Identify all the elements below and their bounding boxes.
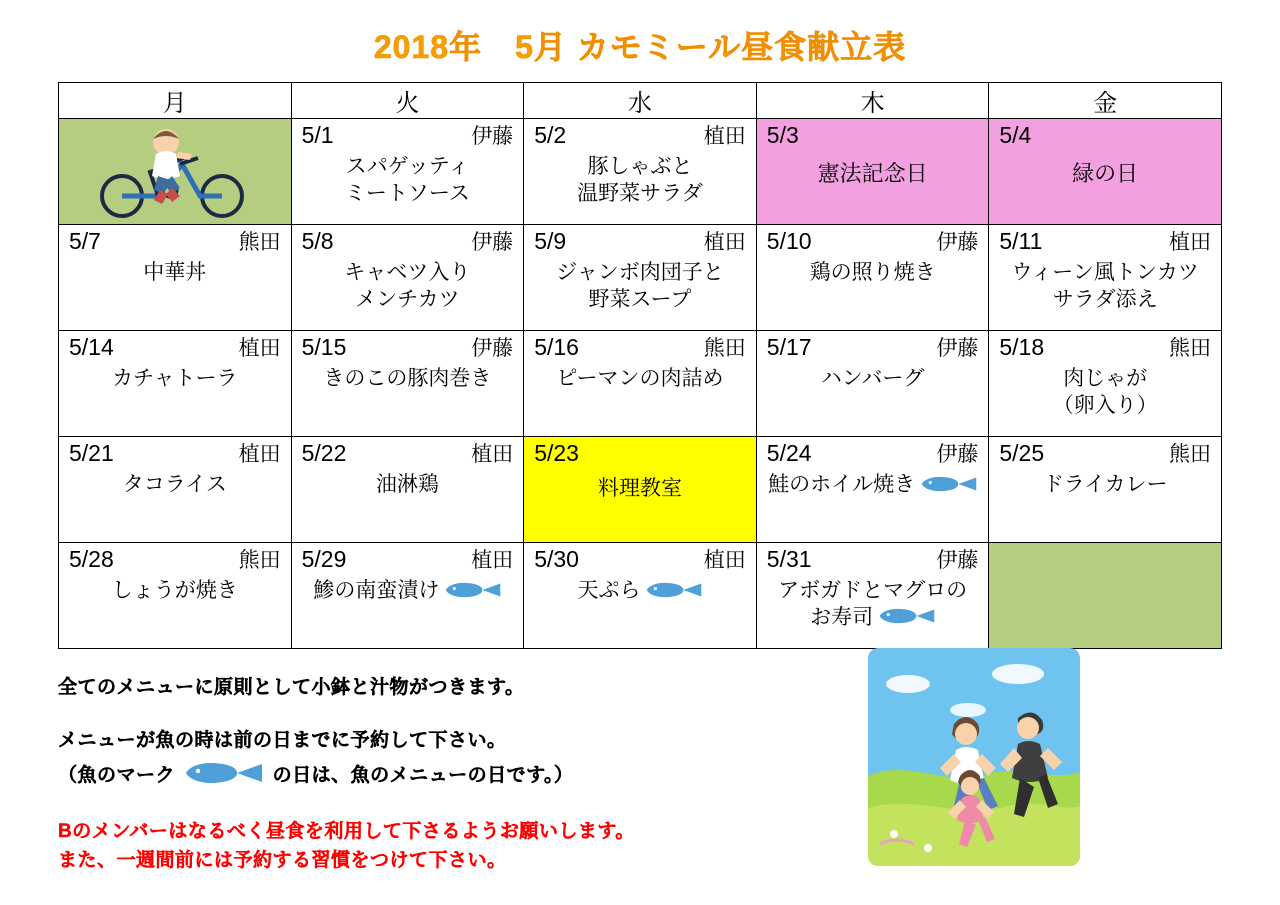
- day-date: 5/21: [69, 440, 114, 466]
- day-header: [292, 119, 524, 150]
- calendar-cell-day: [524, 119, 757, 225]
- day-date: 5/8: [301, 228, 334, 254]
- day-staff: 植田: [1169, 231, 1211, 254]
- day-date: 5/1: [301, 122, 334, 148]
- day-date: 5/11: [999, 228, 1043, 254]
- note-fish-mark-prefix: （魚のマーク: [58, 765, 176, 786]
- day-staff: 植田: [471, 443, 514, 466]
- day-header: [292, 543, 524, 574]
- menu-line: 中華丼: [143, 261, 207, 285]
- calendar-cell-day: [291, 331, 524, 437]
- day-header: [524, 225, 756, 256]
- day-date: 5/30: [534, 546, 579, 572]
- day-date: 5/23: [534, 440, 579, 466]
- calendar-cell-illustration: [59, 119, 292, 225]
- menu-line: カチャトーラ: [112, 367, 238, 391]
- day-staff: 伊藤: [471, 125, 514, 148]
- day-date: 5/25: [999, 440, 1045, 466]
- day-menu: [59, 574, 291, 604]
- day-header: [989, 437, 1221, 468]
- calendar-cell-day: [59, 225, 292, 331]
- day-staff: 熊田: [1169, 443, 1211, 466]
- calendar-cell-day: [524, 225, 757, 331]
- fish-icon: [921, 473, 977, 499]
- day-staff: 植田: [471, 549, 514, 572]
- calendar-cell-day: [756, 437, 989, 543]
- menu-line: メンチカツ: [355, 287, 460, 311]
- day-menu: [524, 150, 756, 207]
- calendar-cell-day: [59, 543, 292, 649]
- day-staff: 伊藤: [936, 549, 979, 572]
- day-menu: [292, 574, 524, 605]
- menu-line: タコライス: [122, 473, 227, 497]
- calendar-cell-empty: [989, 543, 1222, 649]
- day-staff: 伊藤: [936, 231, 979, 254]
- day-date: 5/3: [766, 122, 799, 148]
- day-header: [757, 119, 989, 150]
- calendar-cell-day: [291, 437, 524, 543]
- calendar-cell-day: [524, 331, 757, 437]
- menu-line: 鶏の照り焼き: [809, 261, 936, 285]
- menu-line: ドライカレー: [1042, 473, 1168, 497]
- day-header: [757, 331, 989, 362]
- day-menu: [524, 468, 756, 502]
- calendar-week-row: [59, 119, 1222, 225]
- day-menu: [524, 362, 756, 392]
- day-menu: [292, 256, 524, 313]
- day-header: [59, 437, 291, 468]
- day-header: [524, 331, 756, 362]
- menu-line: サラダ添え: [1052, 287, 1158, 311]
- calendar-cell-day: [989, 225, 1222, 331]
- note-fish-mark-explain: [58, 760, 838, 790]
- notes-section: [58, 672, 838, 874]
- weekday-header-wed: 水: [524, 83, 757, 119]
- day-menu: [524, 574, 756, 605]
- calendar-cell-day: [756, 119, 989, 225]
- day-staff: 熊田: [1169, 337, 1211, 360]
- note-fish-mark-suffix: の日は、魚のメニューの日です。）: [272, 765, 574, 786]
- day-header: [989, 331, 1221, 362]
- menu-line: スパゲッティ: [345, 155, 470, 179]
- day-menu: [59, 468, 291, 498]
- note-fish-reservation: メニューが魚の時は前の日までに予約して下さい。: [58, 730, 507, 751]
- weekday-header-tue: 火: [291, 83, 524, 119]
- menu-line: 鯵の南蛮漬け: [296, 578, 520, 605]
- weekday-header-mon: 月: [59, 83, 292, 119]
- day-date: 5/4: [999, 122, 1032, 148]
- day-menu: [524, 256, 756, 313]
- day-menu: [59, 362, 291, 392]
- weekday-header-fri: 金: [989, 83, 1222, 119]
- day-header: [989, 225, 1221, 256]
- calendar-cell-day: [989, 437, 1222, 543]
- menu-line: 野菜スープ: [588, 287, 692, 311]
- menu-line: （卵入り）: [1052, 393, 1158, 417]
- fish-icon: [445, 579, 501, 605]
- day-header: [524, 119, 756, 150]
- day-date: 5/10: [766, 228, 812, 254]
- day-date: 5/15: [301, 334, 347, 360]
- day-menu: [757, 468, 989, 499]
- weekday-header-row: [59, 83, 1222, 119]
- menu-line: ミートソース: [344, 181, 470, 205]
- day-menu: [59, 256, 291, 286]
- day-staff: 植田: [238, 337, 281, 360]
- calendar-cell-day: [59, 331, 292, 437]
- day-staff: 熊田: [238, 549, 281, 572]
- page-title: 2018年 5月 カモミール昼食献立表: [373, 29, 907, 65]
- fish-icon: [185, 762, 263, 790]
- note-weekly-reservation: また、一週間前には予約する習慣をつけて下さい。: [58, 849, 507, 871]
- calendar-cell-day: [291, 543, 524, 649]
- day-staff: 植田: [703, 231, 746, 254]
- calendar-cell-day: [989, 331, 1222, 437]
- calendar-cell-day: [756, 331, 989, 437]
- day-menu: [989, 150, 1221, 188]
- day-date: 5/29: [301, 546, 347, 572]
- fish-icon: [879, 605, 935, 631]
- menu-line: お寿司: [761, 605, 985, 632]
- lunch-menu-calendar: [58, 82, 1222, 649]
- menu-line: 温野菜サラダ: [577, 181, 703, 205]
- calendar-cell-day: [756, 543, 989, 649]
- weekday-header-thu: 木: [756, 83, 989, 119]
- menu-line: ウィーン風トンカツ: [1011, 261, 1199, 285]
- menu-line: 料理教室: [597, 476, 682, 500]
- menu-line: 天ぷら: [528, 578, 752, 605]
- menu-line: ハンバーグ: [820, 367, 925, 391]
- family-running-illustration: [868, 648, 1080, 866]
- day-date: 5/9: [534, 228, 567, 254]
- menu-line: ピーマンの肉詰め: [556, 367, 724, 391]
- day-date: 5/22: [301, 440, 347, 466]
- day-menu: [757, 256, 989, 286]
- day-menu: [292, 468, 524, 498]
- menu-line: キャベツ入り: [344, 261, 471, 285]
- day-header: [292, 225, 524, 256]
- day-date: 5/17: [766, 334, 812, 360]
- day-menu: [292, 150, 524, 207]
- day-staff: 植田: [703, 125, 746, 148]
- boy-on-bicycle-illustration: [59, 119, 291, 224]
- day-date: 5/2: [534, 122, 567, 148]
- day-header: [59, 225, 291, 256]
- day-header: [524, 437, 756, 468]
- day-menu: [757, 150, 989, 188]
- day-menu: [989, 362, 1221, 419]
- day-header: [59, 543, 291, 574]
- day-date: 5/14: [69, 334, 114, 360]
- day-staff: 伊藤: [936, 443, 979, 466]
- menu-line: 緑の日: [1072, 160, 1139, 186]
- day-staff: 植田: [703, 549, 746, 572]
- day-staff: 伊藤: [936, 337, 979, 360]
- calendar-cell-day: [989, 119, 1222, 225]
- menu-line: 鮭のホイル焼き: [761, 472, 985, 499]
- day-date: 5/18: [999, 334, 1045, 360]
- calendar-week-row: [59, 331, 1222, 437]
- day-menu: [757, 574, 989, 631]
- fish-icon: [646, 579, 702, 605]
- menu-line: 肉じゃが: [1063, 367, 1148, 391]
- calendar-week-row: [59, 437, 1222, 543]
- menu-line: アボガドとマグロの: [778, 579, 968, 603]
- day-staff: 植田: [238, 443, 281, 466]
- calendar-cell-day: [524, 543, 757, 649]
- menu-line: ジャンボ肉団子と: [556, 261, 724, 285]
- calendar-week-row: [59, 543, 1222, 649]
- menu-line: きのこの豚肉巻き: [323, 367, 492, 391]
- day-header: [757, 437, 989, 468]
- calendar-cell-day: [524, 437, 757, 543]
- day-date: 5/24: [766, 440, 812, 466]
- day-date: 5/16: [534, 334, 579, 360]
- day-header: [292, 437, 524, 468]
- menu-line: しょうが焼き: [111, 579, 238, 603]
- day-staff: 伊藤: [471, 337, 514, 360]
- day-date: 5/31: [766, 546, 812, 572]
- day-staff: 熊田: [238, 231, 281, 254]
- day-date: 5/28: [69, 546, 114, 572]
- day-header: [989, 119, 1221, 150]
- calendar-cell-day: [291, 119, 524, 225]
- day-menu: [989, 256, 1221, 313]
- day-header: [757, 543, 989, 574]
- calendar-cell-day: [59, 437, 292, 543]
- day-header: [524, 543, 756, 574]
- day-header: [59, 331, 291, 362]
- note-side-dishes: 全てのメニューに原則として小鉢と汁物がつきます。: [58, 677, 525, 698]
- menu-line: 憲法記念日: [817, 160, 928, 186]
- calendar-cell-day: [291, 225, 524, 331]
- day-date: 5/7: [69, 228, 101, 254]
- day-staff: 熊田: [703, 337, 746, 360]
- day-menu: [989, 468, 1221, 498]
- day-menu: [292, 362, 524, 392]
- note-b-member: Bのメンバーはなるべく昼食を利用して下さるようお願いします。: [58, 820, 635, 842]
- day-staff: 伊藤: [471, 231, 514, 254]
- day-header: [757, 225, 989, 256]
- calendar-cell-day: [756, 225, 989, 331]
- calendar-week-row: [59, 225, 1222, 331]
- menu-line: 豚しゃぶと: [587, 155, 693, 179]
- day-menu: [757, 362, 989, 392]
- menu-line: 油淋鶏: [375, 473, 439, 497]
- day-header: [292, 331, 524, 362]
